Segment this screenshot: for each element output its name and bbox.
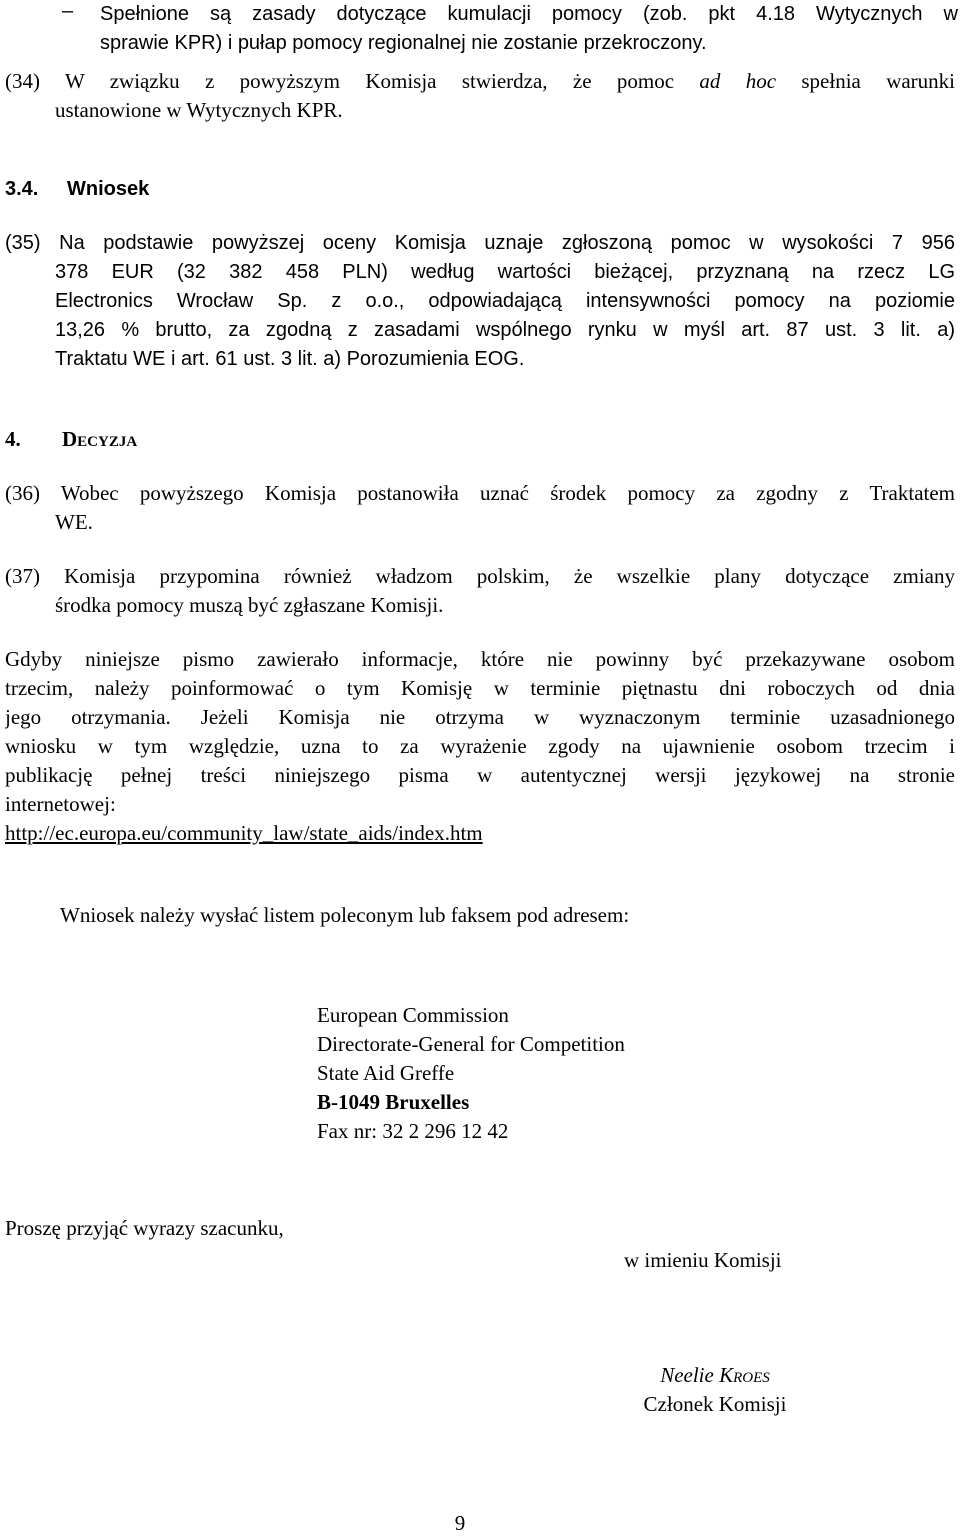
on-behalf-text: w imieniu Komisji (624, 1248, 782, 1272)
paragraph-35 (5, 229, 955, 374)
send-note (60, 901, 940, 930)
state-aid-link[interactable]: http://ec.europa.eu/community_law/state_aids/index.htm (5, 821, 483, 845)
closing (5, 1214, 605, 1243)
send-note-text: Wniosek należy wysłać listem poleconym lub faksem pod adresem: (60, 903, 630, 927)
paragraph-line: publikację pełnej treści niniejszego pisma w autentycznej wersji językowej na stronie (5, 763, 955, 787)
paragraph-line: Electronics Wrocław Sp. z o.o., odpowiadającą intensywności pomocy na poziomie (55, 290, 955, 312)
address-block (317, 1001, 817, 1146)
paragraph-line: Gdyby niniejsze pismo zawierało informacje, które nie powinny być przekazywane osobom (5, 647, 955, 671)
signatory-name (560, 1361, 870, 1390)
section-title: Wniosek (67, 178, 150, 200)
address-line: European Commission (317, 1003, 509, 1027)
paragraph-line (5, 67, 955, 96)
paragraph-line: 13,26 % brutto, za zgodną z zasadami wspólnego rynku w myśl art. 87 ust. 3 lit. a) (55, 319, 955, 341)
section-number: 4. (5, 427, 21, 451)
paragraph-line: (37) Komisja przypomina również władzom polskim, że wszelkie plany dotyczące zmiany (5, 564, 955, 588)
closing-text: Proszę przyjąć wyrazy szacunku, (5, 1216, 284, 1240)
page-number (440, 1511, 480, 1535)
signatory-role: Członek Komisji (643, 1392, 787, 1416)
section-title-initial: D (62, 427, 78, 451)
signatory-name-main: Neelie K (660, 1363, 734, 1387)
heading-line (5, 175, 605, 204)
bullet-text (100, 0, 958, 58)
section-heading-3-4 (5, 175, 605, 204)
bullet-line: sprawie KPR) i pułap pomocy regionalnej nie zostanie przekroczony. (100, 32, 707, 54)
paragraph-line: 378 EUR (32 382 458 PLN) według wartości bieżącej, przyznaną na rzecz LG (55, 261, 955, 283)
on-behalf (624, 1246, 944, 1275)
address-line: Directorate-General for Competition (317, 1032, 625, 1056)
disclosure-paragraph (5, 645, 955, 848)
page-number-text: 9 (454, 1511, 466, 1535)
paragraph-line: trzecim, należy poinformować o tym Komisję w terminie piętnastu dni roboczych od dnia (5, 676, 955, 700)
section-heading-4 (5, 425, 605, 454)
paragraph-34 (5, 67, 955, 125)
paragraph-37 (5, 562, 955, 620)
address-line: State Aid Greffe (317, 1061, 455, 1085)
bullet-line: Spełnione są zasady dotyczące kumulacji pomocy (zob. pkt 4.18 Wytycznych w (100, 3, 958, 25)
section-title-rest: ECYZJA (77, 434, 138, 450)
emphasis-text: ad hoc (699, 69, 777, 93)
paragraph-line: WE. (55, 510, 93, 534)
paragraph-indent (5, 258, 955, 374)
section-number: 3.4. (5, 178, 39, 200)
paragraph-line: ustanowione w Wytycznych KPR. (55, 98, 343, 122)
paragraph-line: (36) Wobec powyższego Komisja postanowiła uznać środek pomocy za zgodny z Traktatem (5, 481, 955, 505)
heading-line (5, 425, 605, 454)
signatory (560, 1361, 870, 1419)
paragraph-line (5, 819, 955, 848)
bullet-dash: – (62, 0, 74, 22)
paragraph-line: środka pomocy muszą być zgłaszane Komisji. (55, 593, 444, 617)
paragraph-36 (5, 479, 955, 537)
paragraph-line: Traktatu WE i art. 61 ust. 3 lit. a) Porozumienia EOG. (55, 348, 525, 370)
signatory-name-rest: ROES (733, 1370, 770, 1386)
address-line: B-1049 Bruxelles (317, 1090, 470, 1114)
paragraph-line: wniosku w tym względzie, uzna to za wyrażenie zgody na ujawnienie osobom trzecim i (5, 734, 955, 758)
paragraph-text: spełnia warunki (776, 69, 955, 93)
address-line: Fax nr: 32 2 296 12 42 (317, 1119, 509, 1143)
paragraph-line: internetowej: (5, 792, 116, 816)
paragraph-line: (35) Na podstawie powyższej oceny Komisja uznaje zgłoszoną pomoc w wysokości 7 956 (5, 232, 955, 254)
paragraph-line: jego otrzymania. Jeżeli Komisja nie otrzyma w wyznaczonym terminie uzasadnionego (5, 705, 955, 729)
paragraph-text: (34) W związku z powyższym Komisja stwierdza, że pomoc (5, 69, 700, 93)
